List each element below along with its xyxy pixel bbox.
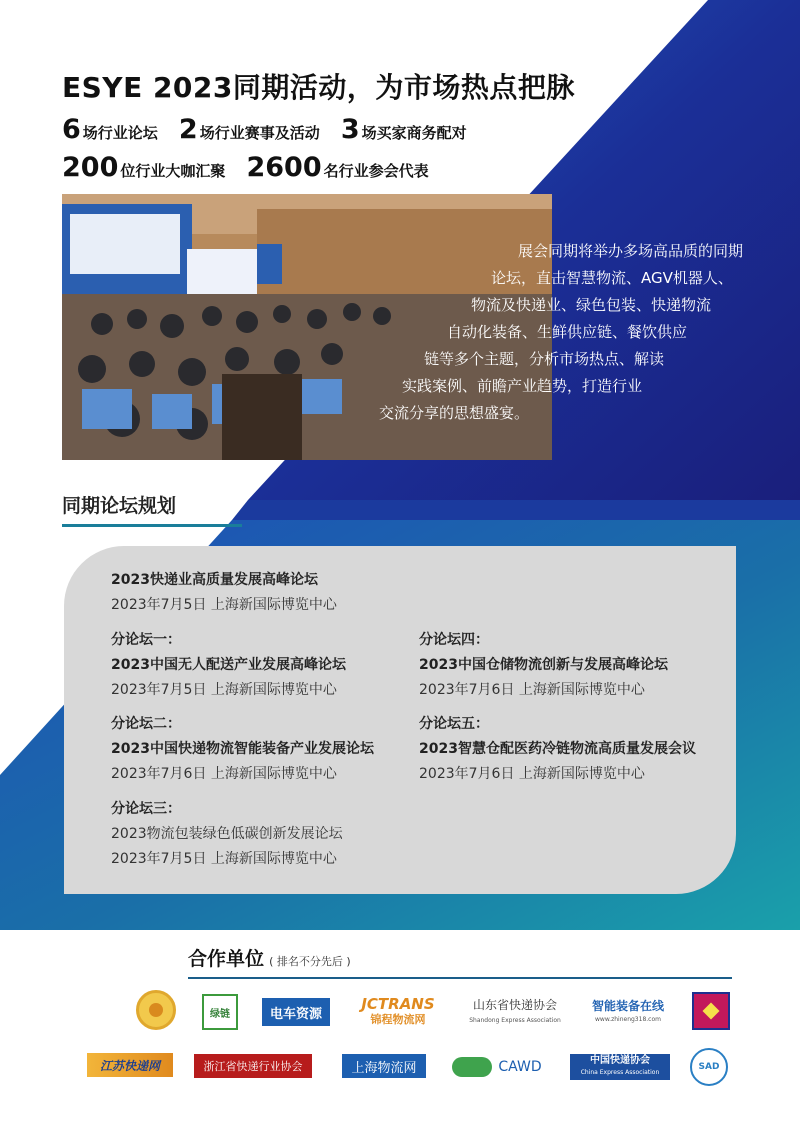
partner-logo-cawd[interactable] <box>444 1054 550 1080</box>
shandong-name: 山东省快递协会 <box>472 998 557 1012</box>
stat-attendees <box>246 152 428 183</box>
forum-detail: 2023年7月5日 上海新国际博览中心 <box>111 682 337 698</box>
partner-logo-china-express[interactable] <box>570 1054 670 1080</box>
section-title: 同期论坛规划 <box>62 495 177 517</box>
section-underline <box>62 524 242 527</box>
stat-number: 2 <box>178 114 198 145</box>
forum-label: 分论坛二： <box>111 716 181 732</box>
stat-experts <box>62 152 225 183</box>
jctrans-wordmark: JCTRANS <box>361 995 435 1013</box>
forum-label: 分论坛四： <box>419 632 489 648</box>
stat-forums <box>62 114 158 145</box>
stat-number: 2600 <box>246 152 322 183</box>
zhineng-url: www.zhineng318.com <box>595 1016 661 1023</box>
intro-line: 展会同期将举办多场高品质的同期 <box>518 242 744 260</box>
partners-underline <box>188 977 732 979</box>
forum-item-2 <box>111 712 374 787</box>
forum-label: 分论坛一： <box>111 632 181 648</box>
partner-logo-jctrans[interactable] <box>350 994 446 1030</box>
partners-heading <box>188 944 351 971</box>
china-express-subtitle: China Express Association <box>580 1069 660 1076</box>
diamond-icon <box>703 1003 720 1020</box>
partners-subtitle: ( 排名不分先后 ) <box>269 955 351 968</box>
partner-logo-dianche[interactable]: 电车资源 <box>262 998 330 1026</box>
zhineng-name: 智能装备在线 <box>591 999 664 1013</box>
stat-events <box>179 114 320 145</box>
partner-logo-zhineng[interactable] <box>584 996 672 1030</box>
forum-title: 2023智慧仓配医药冷链物流高质量发展会议 <box>419 741 696 757</box>
partner-logo-sad[interactable]: SAD <box>690 1048 728 1086</box>
partner-logo-zhejiang[interactable]: 浙江省快递行业协会 <box>194 1054 312 1078</box>
forum-detail: 2023年7月5日 上海新国际博览中心 <box>111 597 337 613</box>
stat-number: 6 <box>62 114 81 145</box>
shandong-subtitle: Shandong Express Association <box>469 1017 561 1024</box>
stat-matching <box>341 114 467 145</box>
intro-line: 物流及快递业、绿色包装、快递物流 <box>471 296 712 314</box>
forum-label: 分论坛三： <box>111 801 181 817</box>
forum-detail: 2023年7月6日 上海新国际博览中心 <box>419 682 645 698</box>
jctrans-subtitle: 锦程物流网 <box>370 1013 426 1026</box>
forum-title: 2023快递业高质量发展高峰论坛 <box>111 572 318 588</box>
forum-label: 分论坛五： <box>419 716 489 732</box>
intro-line: 链等多个主题，分析市场热点、解读 <box>424 350 665 368</box>
forum-title: 2023中国仓储物流创新与发展高峰论坛 <box>419 657 668 673</box>
partner-logo-shandong[interactable] <box>462 996 568 1030</box>
forum-item-1 <box>111 628 346 703</box>
forum-detail: 2023年7月6日 上海新国际博览中心 <box>111 766 337 782</box>
forum-title: 2023中国快递物流智能装备产业发展论坛 <box>111 741 374 757</box>
cawd-emblem-icon <box>452 1057 492 1077</box>
emblem-icon <box>149 1003 163 1017</box>
headline: ESYE 2023同期活动，为市场热点把脉 <box>62 71 575 104</box>
stat-number: 3 <box>340 114 360 145</box>
forum-detail: 2023年7月5日 上海新国际博览中心 <box>111 851 337 867</box>
stat-label: 位行业大咖汇聚 <box>120 162 226 180</box>
stat-label: 场行业论坛 <box>82 124 158 142</box>
forum-title: 2023中国无人配送产业发展高峰论坛 <box>111 657 346 673</box>
partner-logo-shanghai[interactable]: 上海物流网 <box>342 1054 426 1078</box>
forum-item-5 <box>419 712 696 787</box>
partner-logo-emblem-2[interactable] <box>692 992 730 1030</box>
stat-number: 200 <box>62 152 119 183</box>
intro-line: 实践案例、前瞻产业趋势，打造行业 <box>402 377 643 395</box>
intro-line: 自动化装备、生鲜供应链、餐饮供应 <box>447 323 688 341</box>
forum-item-4 <box>419 628 668 703</box>
intro-line: 论坛，直击智慧物流、AGV机器人、 <box>491 269 733 287</box>
forum-detail: 2023年7月6日 上海新国际博览中心 <box>419 766 645 782</box>
stat-label: 场行业赛事及活动 <box>199 124 320 142</box>
partner-logo-jiangsu[interactable]: 江苏快递网 <box>87 1053 173 1077</box>
forum-item-3 <box>111 797 343 872</box>
partners-title: 合作单位 <box>188 948 265 970</box>
main-forum <box>111 568 337 618</box>
forum-title: 2023物流包装绿色低碳创新发展论坛 <box>111 826 343 842</box>
stats-row-2 <box>62 152 445 183</box>
forum-schedule-panel <box>64 546 736 894</box>
partner-logo-emblem[interactable] <box>136 990 176 1030</box>
stat-label: 名行业参会代表 <box>323 162 429 180</box>
china-express-name: 中国快递协会 <box>590 1055 650 1066</box>
stat-label: 场买家商务配对 <box>361 124 467 142</box>
stats-row-1 <box>62 114 483 145</box>
intro-line: 交流分享的思想盛宴。 <box>379 404 530 422</box>
cawd-wordmark: CAWD <box>498 1059 542 1075</box>
partner-logo-lvlian[interactable]: 绿链 <box>202 994 238 1030</box>
